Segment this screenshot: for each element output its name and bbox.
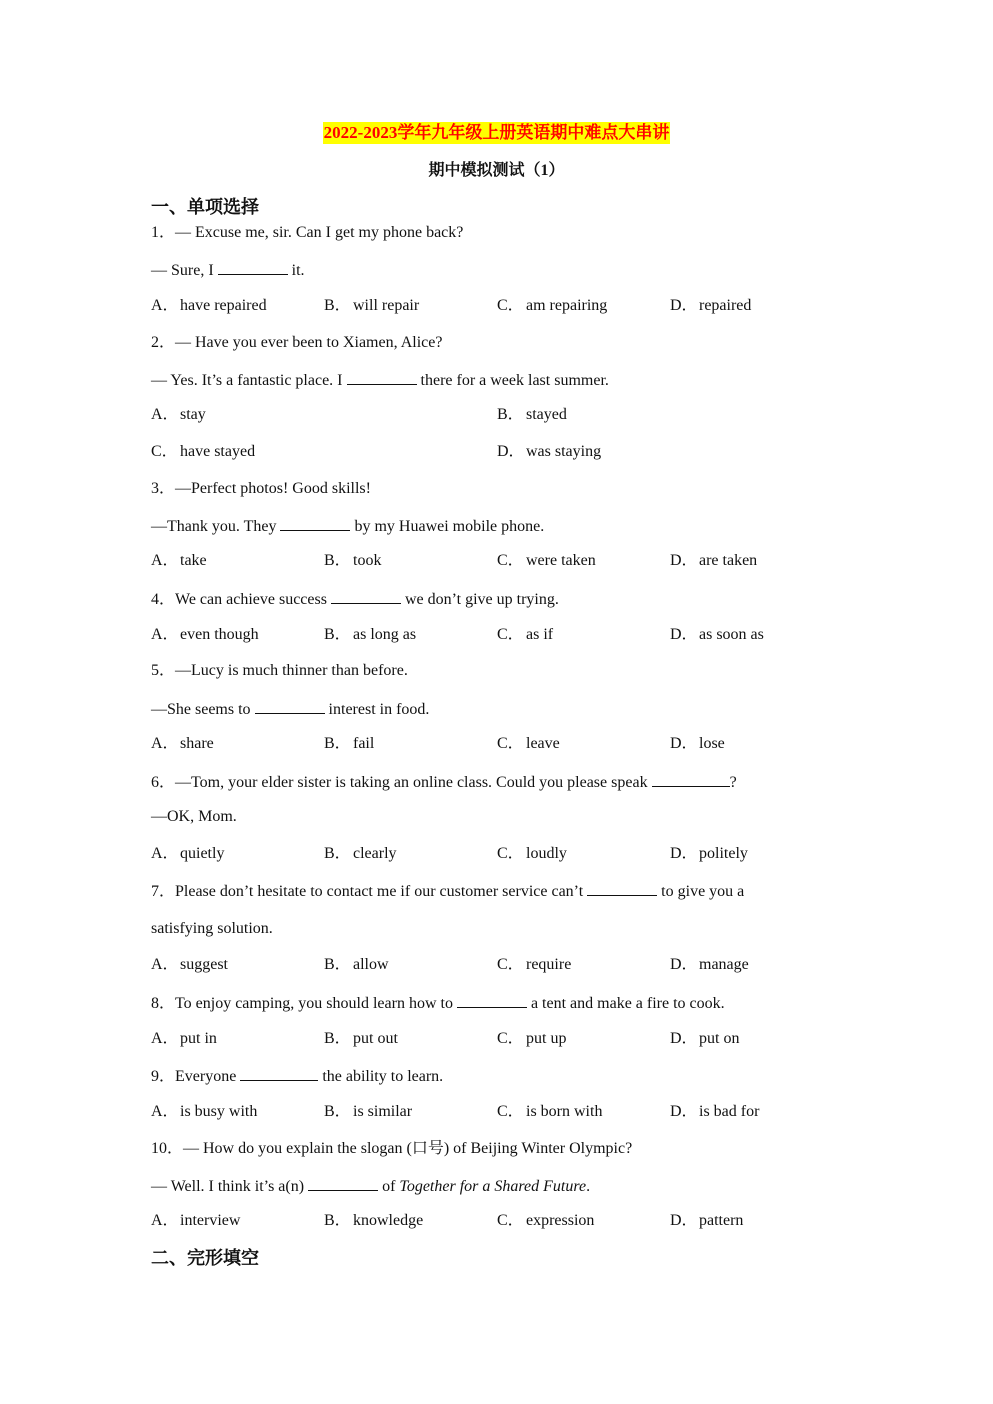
q8-option-a[interactable]: A．put in <box>151 1030 217 1047</box>
q8-option-c[interactable]: C． put up <box>497 1030 567 1047</box>
q1-response: — Sure, I it. <box>151 258 305 282</box>
q8-option-d[interactable]: D．put on <box>670 1030 740 1047</box>
q2-option-c[interactable]: C． have stayed <box>151 443 256 460</box>
q7-stem-continued: satisfying solution. <box>151 920 273 937</box>
q7-option-a[interactable]: A．suggest <box>151 956 228 973</box>
q1-stem: 1．— Excuse me, sir. Can I get my phone back? <box>151 224 464 241</box>
q6-response: —OK, Mom. <box>151 808 237 825</box>
q4-option-c[interactable]: C． as if <box>497 626 554 643</box>
q3-stem: 3．—Perfect photos! Good skills! <box>151 480 371 497</box>
q2-option-a[interactable]: A．stay <box>151 406 206 423</box>
q4-stem: 4．We can achieve success we don’t give up trying. <box>151 587 559 611</box>
q3-option-d[interactable]: D．are taken <box>670 552 758 569</box>
q5-option-d[interactable]: D．lose <box>670 735 725 752</box>
q3-option-a[interactable]: A．take <box>151 552 207 569</box>
q1-option-b[interactable]: B． will repair <box>324 297 420 314</box>
q9-stem: 9．Everyone the ability to learn. <box>151 1064 443 1088</box>
answer-blank[interactable] <box>587 879 657 896</box>
q6-option-d[interactable]: D．politely <box>670 845 748 862</box>
answer-blank[interactable] <box>255 697 325 714</box>
q7-option-c[interactable]: C． require <box>497 956 572 973</box>
q1-option-d[interactable]: D．repaired <box>670 297 752 314</box>
q6-option-b[interactable]: B． clearly <box>324 845 397 862</box>
q10-option-a[interactable]: A．interview <box>151 1212 241 1229</box>
document-subtitle: 期中模拟测试（1） <box>428 162 565 179</box>
answer-blank[interactable] <box>280 514 350 531</box>
q5-option-c[interactable]: C． leave <box>497 735 560 752</box>
q10-option-b[interactable]: B． knowledge <box>324 1212 424 1229</box>
answer-blank[interactable] <box>457 991 527 1008</box>
q5-option-a[interactable]: A．share <box>151 735 214 752</box>
q5-response: —She seems to interest in food. <box>151 697 429 721</box>
document-title: 2022-2023学年九年级上册英语期中难点大串讲 <box>323 123 670 142</box>
q9-option-b[interactable]: B． is similar <box>324 1103 413 1120</box>
q10-option-c[interactable]: C． expression <box>497 1212 595 1229</box>
section-heading-cloze: 二、完形填空 <box>151 1248 259 1268</box>
q8-stem: 8．To enjoy camping, you should learn how to a tent and make a fire to cook. <box>151 991 725 1015</box>
q2-option-d[interactable]: D．was staying <box>497 443 602 460</box>
q7-option-b[interactable]: B． allow <box>324 956 389 973</box>
q7-option-d[interactable]: D．manage <box>670 956 749 973</box>
q10-option-d[interactable]: D．pattern <box>670 1212 744 1229</box>
answer-blank[interactable] <box>652 770 730 787</box>
q2-response: — Yes. It’s a fantastic place. I there for a week last summer. <box>151 368 609 392</box>
q3-option-c[interactable]: C． were taken <box>497 552 596 569</box>
q4-option-d[interactable]: D．as soon as <box>670 626 764 643</box>
slogan-text: Together for a Shared Future <box>399 1178 587 1195</box>
q9-option-a[interactable]: A．is busy with <box>151 1103 258 1120</box>
q2-stem: 2．— Have you ever been to Xiamen, Alice? <box>151 334 443 351</box>
answer-blank[interactable] <box>308 1174 378 1191</box>
q10-stem: 10．— How do you explain the slogan (口号) of Beijing Winter Olympic? <box>151 1140 633 1157</box>
q7-stem: 7．Please don’t hesitate to contact me if our customer service can’t to give you a <box>151 879 744 903</box>
answer-blank[interactable] <box>240 1064 318 1081</box>
q1-option-c[interactable]: C． am repairing <box>497 297 608 314</box>
answer-blank[interactable] <box>331 587 401 604</box>
q9-option-d[interactable]: D．is bad for <box>670 1103 760 1120</box>
q3-response: —Thank you. They by my Huawei mobile phone. <box>151 514 544 538</box>
answer-blank[interactable] <box>218 258 288 275</box>
q5-stem: 5．—Lucy is much thinner than before. <box>151 662 408 679</box>
q3-option-b[interactable]: B． took <box>324 552 382 569</box>
section-heading-multiple-choice: 一、单项选择 <box>151 197 259 217</box>
q6-stem: 6．—Tom, your elder sister is taking an online class. Could you please speak ? <box>151 770 737 794</box>
answer-blank[interactable] <box>347 368 417 385</box>
q1-option-a[interactable]: A．have repaired <box>151 297 267 314</box>
q10-response: — Well. I think it’s a(n) of Together for a Shared Future. <box>151 1174 590 1198</box>
q5-option-b[interactable]: B． fail <box>324 735 375 752</box>
q4-option-b[interactable]: B． as long as <box>324 626 417 643</box>
q8-option-b[interactable]: B． put out <box>324 1030 398 1047</box>
title-wrapper <box>0 122 993 144</box>
q4-option-a[interactable]: A．even though <box>151 626 259 643</box>
q2-option-b[interactable]: B． stayed <box>497 406 567 423</box>
q6-option-a[interactable]: A．quietly <box>151 845 225 862</box>
q9-option-c[interactable]: C． is born with <box>497 1103 603 1120</box>
q6-option-c[interactable]: C． loudly <box>497 845 567 862</box>
